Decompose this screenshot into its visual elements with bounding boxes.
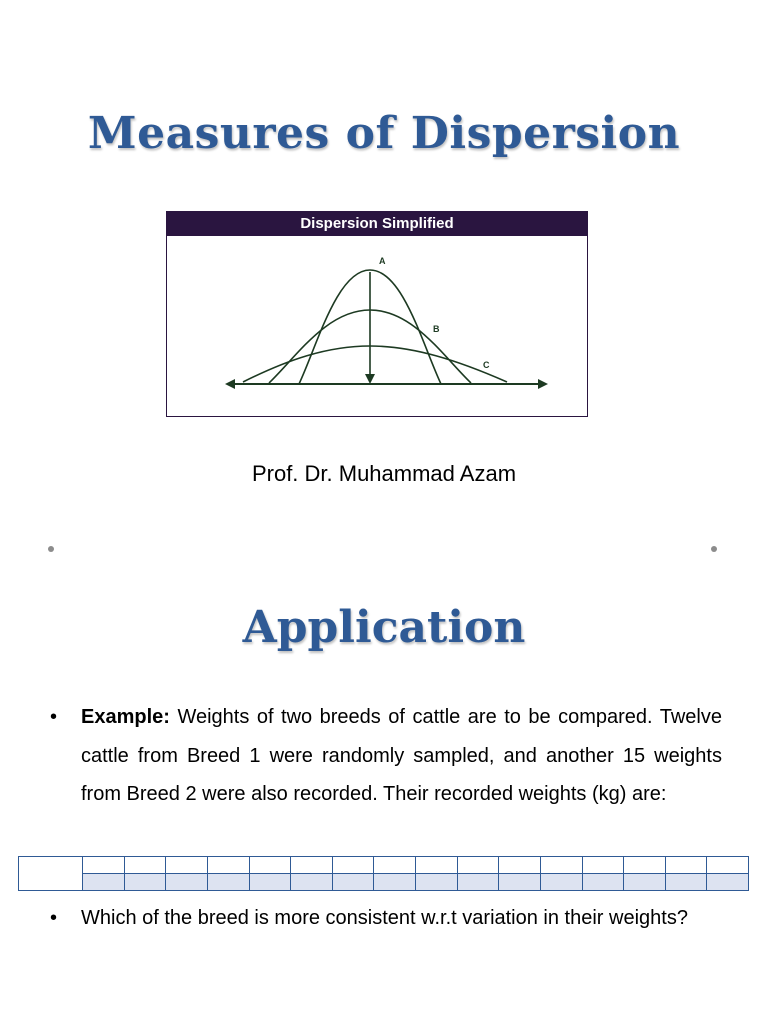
table-cell bbox=[540, 857, 582, 874]
curve-c bbox=[243, 346, 507, 382]
table-cell bbox=[83, 857, 125, 874]
baseline-right-arrowhead bbox=[538, 379, 548, 389]
example-label: Example: bbox=[81, 706, 170, 728]
decorative-dot-right bbox=[711, 546, 717, 552]
table-cell bbox=[416, 874, 458, 891]
curve-label-a: A bbox=[379, 256, 386, 266]
table-cell bbox=[374, 874, 416, 891]
table-cell bbox=[332, 857, 374, 874]
decorative-dot-left bbox=[48, 546, 54, 552]
table-cell bbox=[582, 874, 624, 891]
table-row bbox=[19, 857, 749, 874]
weights-table bbox=[18, 856, 749, 891]
example-text: Weights of two breeds of cattle are to be compared. Twelve cattle from Breed 1 were randomly sampled, and another 15 weights from Breed 2 were also recorded. Their recorded weights (kg) are: bbox=[81, 706, 722, 805]
table-cell bbox=[416, 857, 458, 874]
table-cell bbox=[707, 857, 749, 874]
table-row bbox=[19, 874, 749, 891]
table-cell bbox=[457, 857, 499, 874]
bullet-mark: • bbox=[50, 907, 58, 929]
table-cell bbox=[624, 874, 666, 891]
table-cell bbox=[624, 857, 666, 874]
table-cell bbox=[249, 874, 291, 891]
table-cell bbox=[166, 857, 208, 874]
table-cell bbox=[124, 857, 166, 874]
curve-label-b: B bbox=[433, 324, 440, 334]
table-cell bbox=[207, 857, 249, 874]
table-cell bbox=[540, 874, 582, 891]
question-text: Which of the breed is more consistent w.r.t variation in their weights? bbox=[81, 907, 688, 929]
table-cell bbox=[124, 874, 166, 891]
table-cell bbox=[19, 857, 83, 891]
table-cell bbox=[332, 874, 374, 891]
bullet-mark: • bbox=[50, 706, 58, 728]
table-cell bbox=[499, 857, 541, 874]
table-cell bbox=[249, 857, 291, 874]
question-bullet bbox=[50, 899, 722, 938]
table-cell bbox=[291, 874, 333, 891]
table-cell bbox=[374, 857, 416, 874]
table-cell bbox=[291, 857, 333, 874]
table-cell bbox=[83, 874, 125, 891]
table-cell bbox=[582, 857, 624, 874]
baseline-left-arrowhead bbox=[225, 379, 235, 389]
dispersion-curves-diagram bbox=[167, 236, 587, 416]
application-title: Application bbox=[242, 602, 526, 653]
example-bullet bbox=[50, 698, 722, 814]
table-cell bbox=[707, 874, 749, 891]
table-cell bbox=[499, 874, 541, 891]
center-arrowhead bbox=[365, 374, 375, 384]
slide-title: Measures of Dispersion bbox=[87, 108, 681, 159]
table-cell bbox=[457, 874, 499, 891]
table-cell bbox=[166, 874, 208, 891]
dispersion-figure bbox=[166, 211, 588, 417]
table-cell bbox=[665, 874, 707, 891]
author-name: Prof. Dr. Muhammad Azam bbox=[251, 461, 517, 486]
curve-label-c: C bbox=[483, 360, 490, 370]
table-cell bbox=[207, 874, 249, 891]
table-cell bbox=[665, 857, 707, 874]
figure-header: Dispersion Simplified bbox=[167, 212, 587, 236]
example-paragraph bbox=[81, 698, 722, 814]
